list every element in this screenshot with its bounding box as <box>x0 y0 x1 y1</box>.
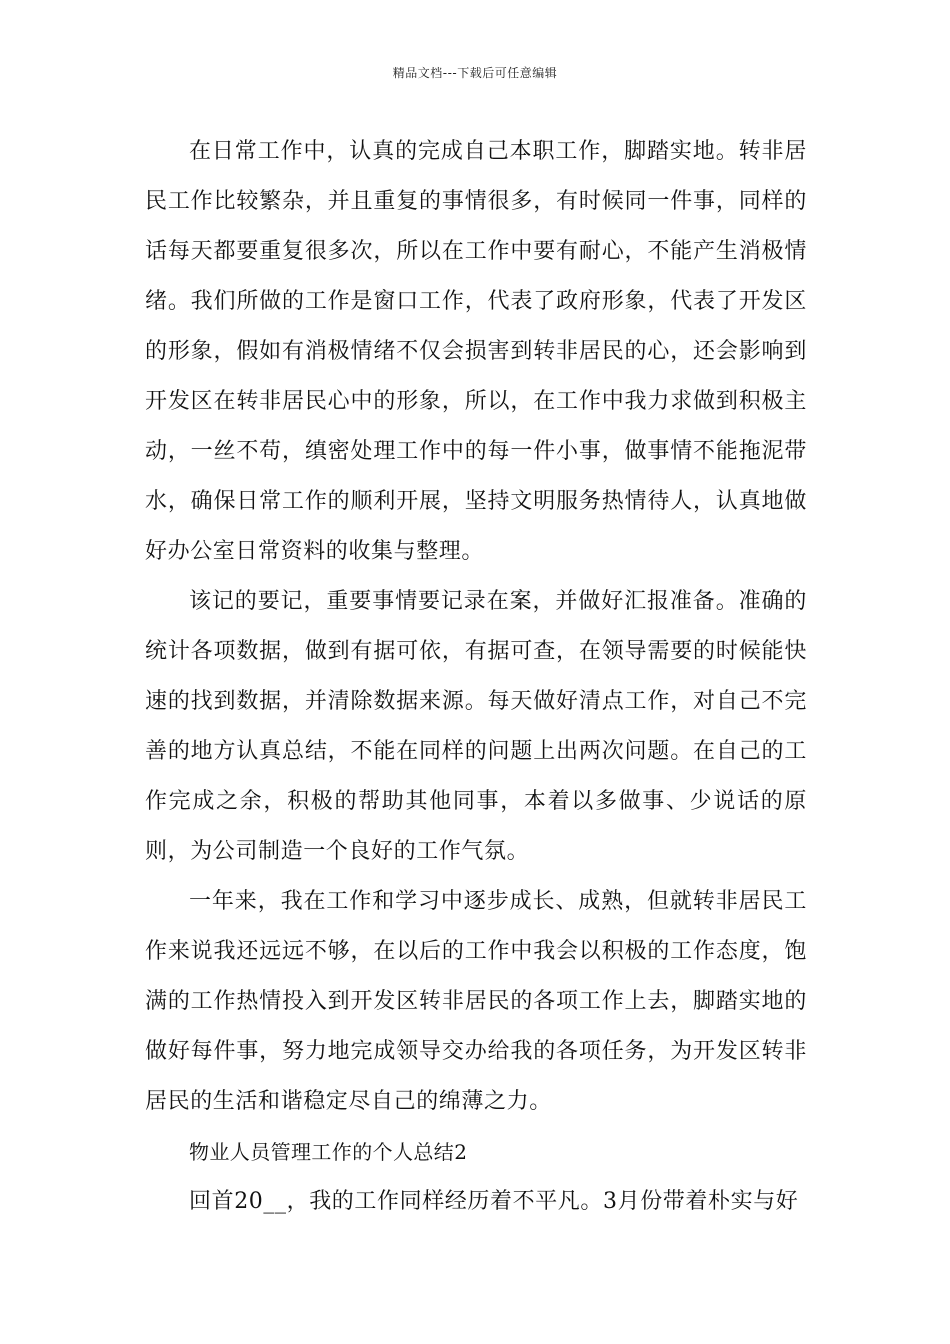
document-body <box>145 127 807 1227</box>
paragraph-3: 一年来，我在工作和学习中逐步成长、成熟，但就转非居民工作来说我还远远不够，在以后的工作中我会以积极的工作态度，饱满的工作热情投入到开发区转非居民的各项工作上去，脚踏实地的做好每件事，努力地完成领导交办给我的各项任务，为开发区转非居民的生活和谐稳定尽自己的绵薄之力。 <box>145 889 807 1114</box>
paragraph-4: 回首20__，我的工作同样经历着不平凡。3月份带着朴实与好 <box>189 1189 799 1214</box>
paragraph-1: 在日常工作中，认真的完成自己本职工作，脚踏实地。转非居民工作比较繁杂，并且重复的事情很多，有时候同一件事，同样的话每天都要重复很多次，所以在工作中要有耐心，不能产生消极情绪。我们所做的工作是窗口工作，代表了政府形象，代表了开发区的形象，假如有消极情绪不仅会损害到转非居民的心，还会影响到开发区在转非居民心中的形象，所以，在工作中我力求做到积极主动，一丝不苟，缜密处理工作中的每一件小事，做事情不能拖泥带水，确保日常工作的顺利开展，坚持文明服务热情待人，认真地做好办公室日常资料的收集与整理。 <box>145 139 807 564</box>
paragraph-2: 该记的要记，重要事情要记录在案，并做好汇报准备。准确的统计各项数据，做到有据可依，有据可查，在领导需要的时候能快速的找到数据，并清除数据来源。每天做好清点工作，对自己不完善的地方认真总结，不能在同样的问题上出两次问题。在自己的工作完成之余，积极的帮助其他同事，本着以多做事、少说话的原则，为公司制造一个良好的工作气氛。 <box>145 589 807 864</box>
page-header: 精品文档---下载后可任意编辑 <box>392 66 558 80</box>
section-title: 物业人员管理工作的个人总结2 <box>189 1140 468 1164</box>
